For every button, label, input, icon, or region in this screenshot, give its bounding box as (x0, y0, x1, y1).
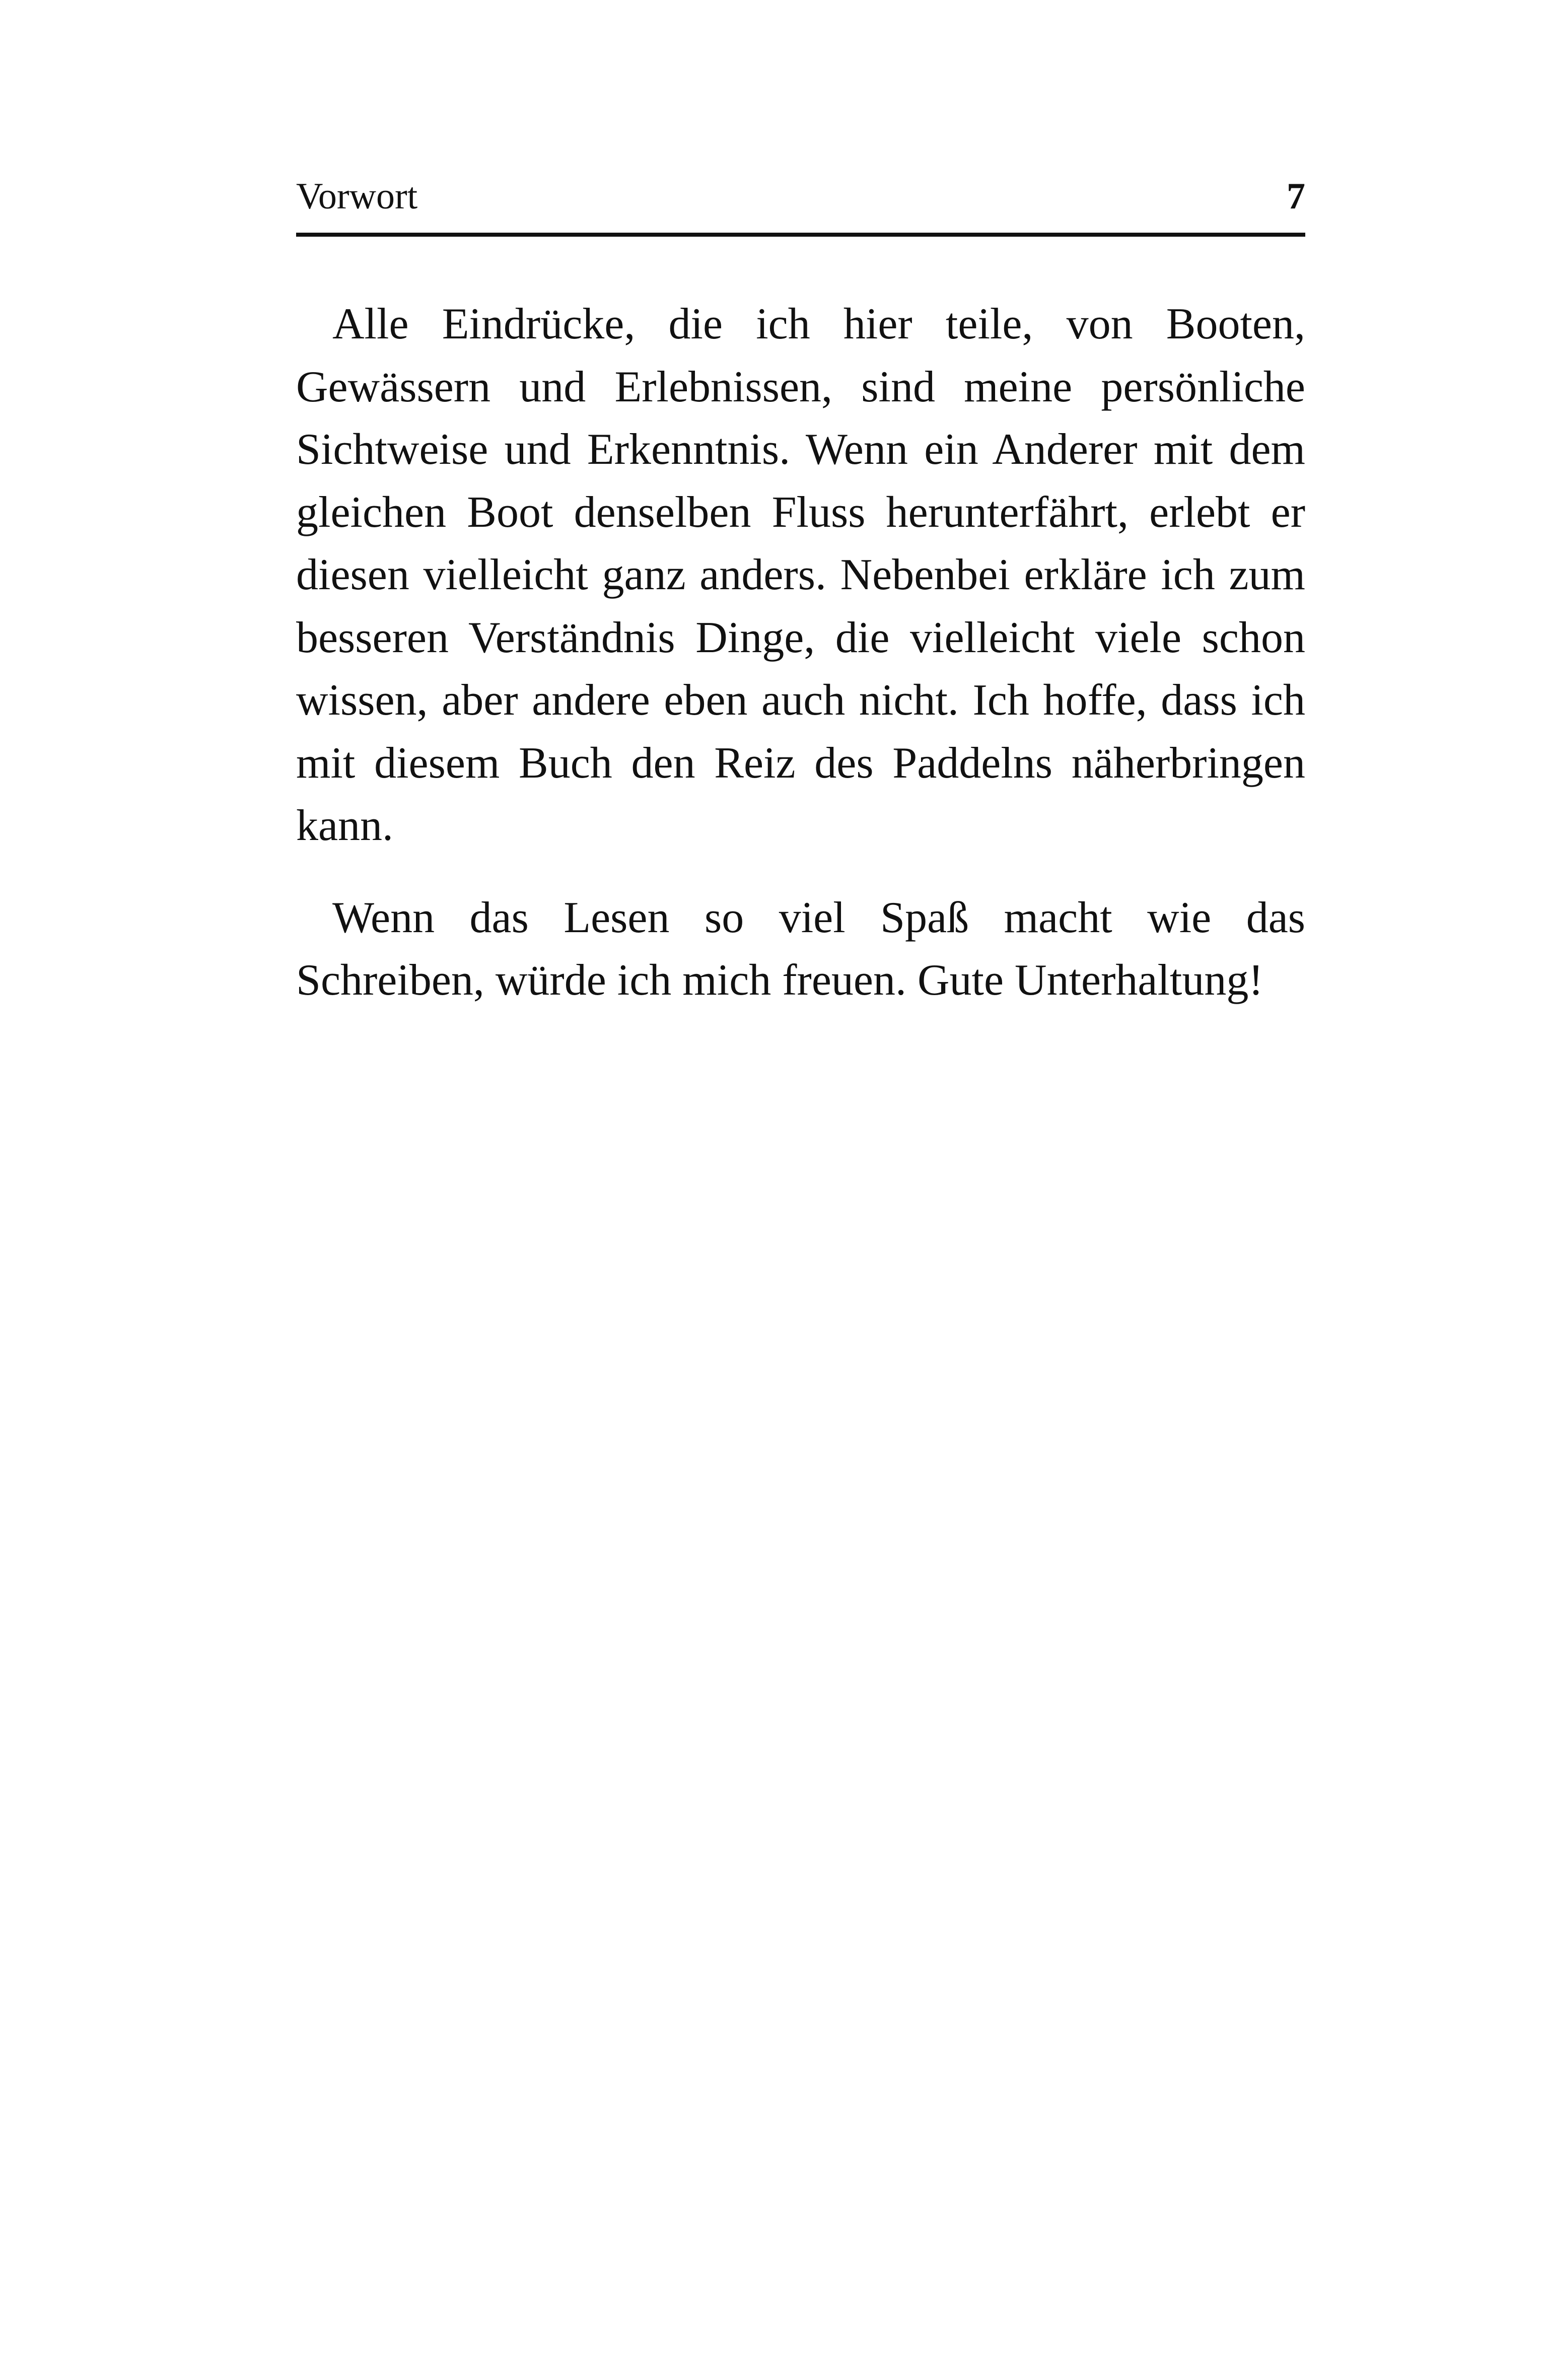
running-header (296, 171, 1305, 222)
running-section-title: Vorwort (296, 176, 418, 217)
paragraph-2: Wenn das Lesen so viel Spaß macht wie das Schreiben, würde ich mich freuen. Gute Unterhaltung! (296, 893, 1305, 1005)
body-text (296, 293, 1305, 1012)
header-rule (296, 233, 1305, 237)
page-number: 7 (1287, 176, 1305, 217)
paragraph-1: Alle Eindrücke, die ich hier teile, von Booten, Gewässern und Erlebnissen, sind meine persönliche Sichtweise und Erkenntnis. Wenn ein Anderer mit dem gleichen Boot denselben Fluss herunterfährt, erlebt er diesen vielleicht ganz anders. Nebenbei erkläre ich zum besseren Verständnis Dinge, die vielleicht viele schon wissen, aber andere eben auch nicht. Ich hoffe, dass ich mit diesem Buch den Reiz des Paddelns näherbringen kann. (296, 300, 1305, 850)
